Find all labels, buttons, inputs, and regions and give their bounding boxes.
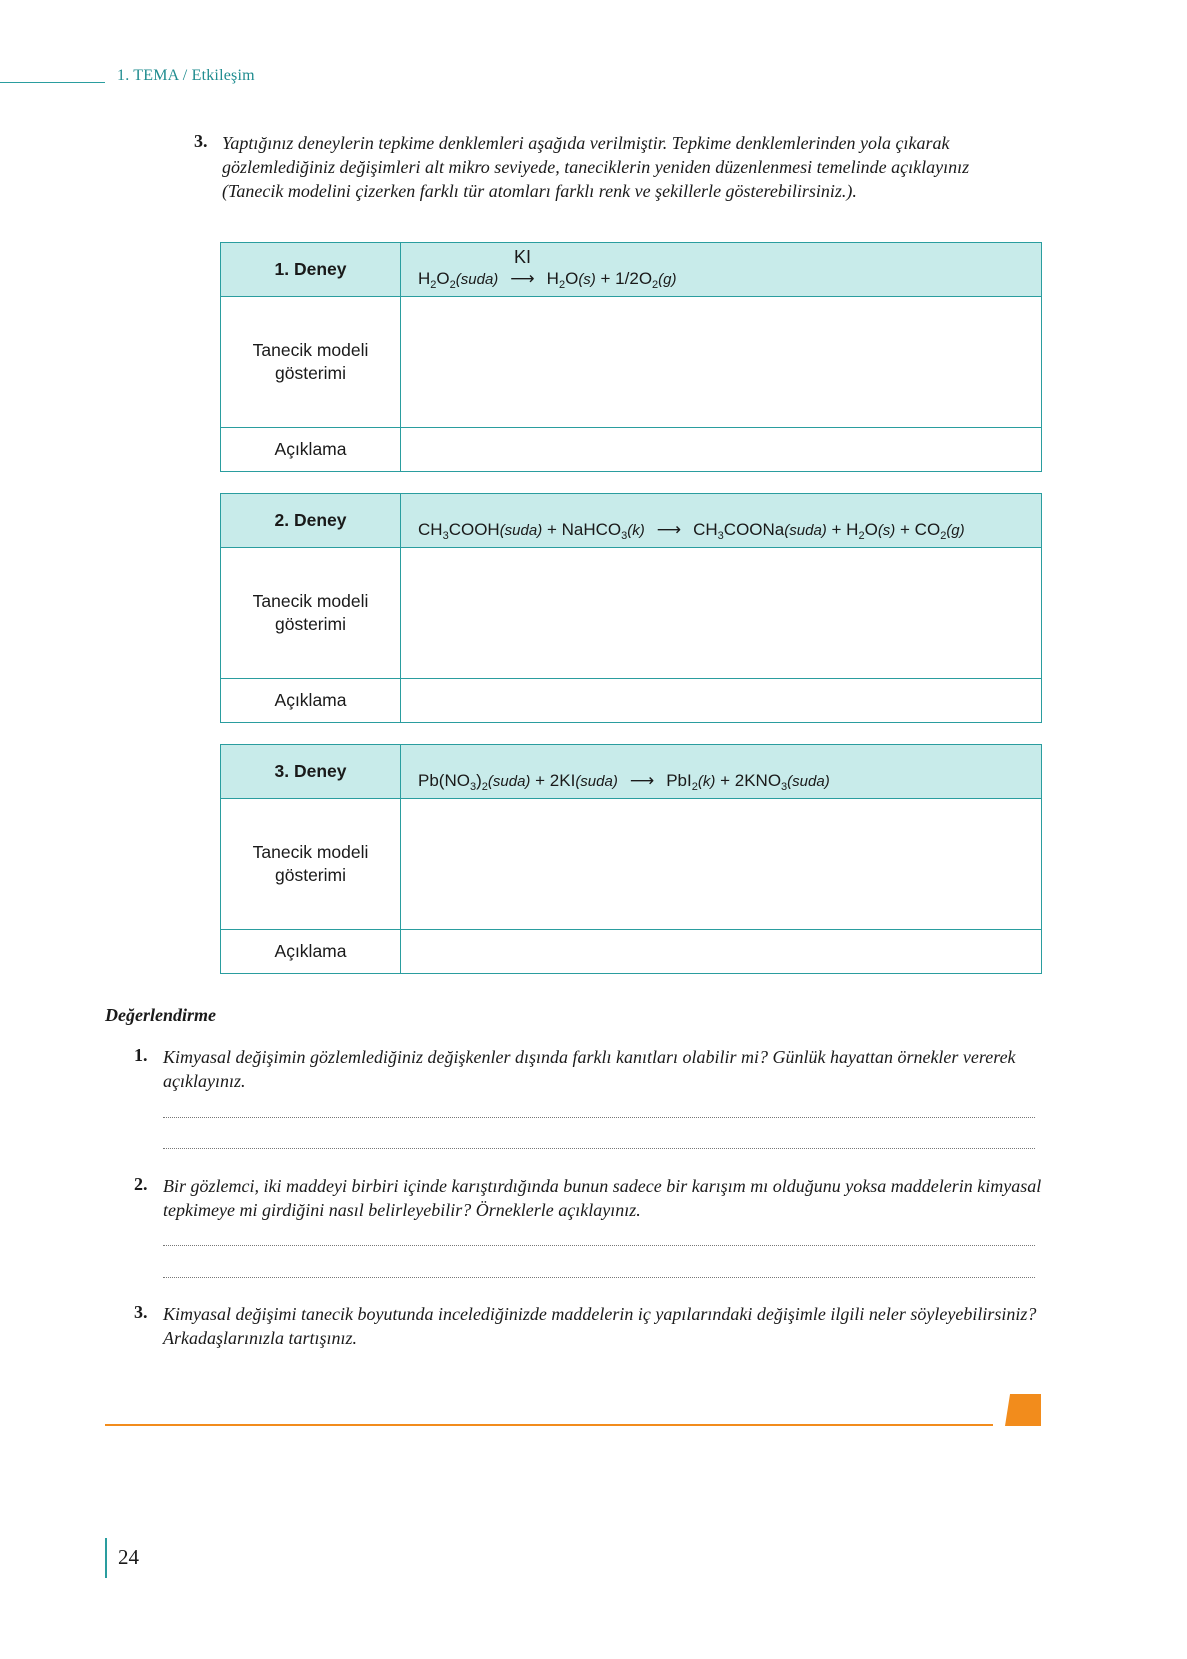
explanation-answer-area[interactable]	[401, 679, 1041, 722]
reaction-equation-cell	[401, 745, 1041, 798]
particle-model-row	[221, 799, 1041, 930]
particle-model-row	[221, 548, 1041, 679]
reaction-equation: $CH_3COOH(suda)$ + NaHCO$_3$(k) ⟶ $CH_3COONa(suda) + H_2O(s) + CO_2(g)$	[418, 520, 965, 542]
experiment-table-3	[220, 744, 1042, 974]
particle-model-label: Tanecik modeli gösterimi	[221, 799, 401, 929]
particle-model-label: Tanecik modeli gösterimi	[221, 297, 401, 427]
reaction-equation-cell	[401, 494, 1041, 547]
explanation-label: Açıklama	[221, 428, 401, 471]
footer-rule	[105, 1424, 993, 1426]
explanation-label: Açıklama	[221, 679, 401, 722]
explanation-answer-area[interactable]	[401, 428, 1041, 471]
evaluation-title: Değerlendirme	[105, 1005, 216, 1025]
particle-model-answer-area[interactable]	[401, 799, 1041, 929]
answer-line[interactable]	[163, 1148, 1035, 1149]
page-number: 24	[118, 1545, 139, 1569]
evaluation-item-text: Kimyasal değişimin gözlemlediğiniz değişkenler dışında farklı kanıtları olabilir mi? Günlük hayattan örnekler vererek açıklayınız.	[163, 1047, 1016, 1091]
experiment-title: 2. Deney	[221, 494, 401, 547]
reaction-equation-cell	[401, 243, 1041, 296]
particle-model-answer-area[interactable]	[401, 548, 1041, 678]
experiment-header-row	[221, 745, 1041, 799]
explanation-label: Açıklama	[221, 930, 401, 973]
reaction-arrow-icon: ⟶	[629, 771, 655, 790]
reaction-equation: $Pb(NO_3)_2(suda)$ + 2KI(suda) ⟶ $PbI_2(k) + 2KNO_3(suda)$	[418, 771, 830, 793]
experiment-header-row	[221, 494, 1041, 548]
particle-model-row	[221, 297, 1041, 428]
evaluation-item-number: 2.	[134, 1174, 148, 1194]
reaction-arrow-icon: ⟶	[656, 520, 682, 539]
particle-model-answer-area[interactable]	[401, 297, 1041, 427]
experiment-table-2	[220, 493, 1042, 723]
header-rule	[0, 82, 105, 83]
explanation-row	[221, 930, 1041, 973]
footer-tab-marker	[1005, 1394, 1041, 1426]
answer-line[interactable]	[163, 1277, 1035, 1278]
question-number: 3.	[194, 131, 208, 151]
reaction-arrow-icon: KI ⟶	[510, 247, 535, 288]
evaluation-item-number: 3.	[134, 1302, 148, 1322]
reaction-equation: $H_2O_2(suda)$ KI ⟶ $H_2O(s) + 1/2O_2(g)$	[418, 247, 677, 291]
catalyst-label: KI	[513, 247, 531, 267]
experiment-title: 1. Deney	[221, 243, 401, 296]
explanation-answer-area[interactable]	[401, 930, 1041, 973]
particle-model-label: Tanecik modeli gösterimi	[221, 548, 401, 678]
answer-line[interactable]	[163, 1117, 1035, 1118]
evaluation-item-text: Bir gözlemci, iki maddeyi birbiri içinde karıştırdığında bunun sadece bir karışım mı olduğunu yoksa maddelerin kimyasal tepkimeye mi girdiğini nasıl belirleyebilir? Örneklerle açıklayınız.	[163, 1176, 1042, 1220]
page-number-bar	[105, 1538, 107, 1578]
answer-line[interactable]	[163, 1245, 1035, 1246]
experiment-title: 3. Deney	[221, 745, 401, 798]
experiment-header-row	[221, 243, 1041, 297]
explanation-row	[221, 679, 1041, 722]
evaluation-item-text: Kimyasal değişimi tanecik boyutunda incelediğinizde maddelerin iç yapılarındaki değişimle ilgili neler söyleyebilirsiniz? Arkadaşlarınızla tartışınız.	[163, 1304, 1037, 1348]
experiment-table-1	[220, 242, 1042, 472]
chapter-header: 1. TEMA / Etkileşim	[117, 67, 255, 84]
question-text: Yaptığınız deneylerin tepkime denklemleri aşağıda verilmiştir. Tepkime denklemlerinden yola çıkarak gözlemlediğiniz değişimleri alt mikro seviyede, taneciklerin yeniden düzenlenmesi temelinde açıklayınız (Tanecik modelini çizerken farklı tür atomları farklı renk ve şekillerle gösterebilirsiniz.).	[222, 133, 970, 201]
evaluation-item-number: 1.	[134, 1045, 148, 1065]
explanation-row	[221, 428, 1041, 471]
